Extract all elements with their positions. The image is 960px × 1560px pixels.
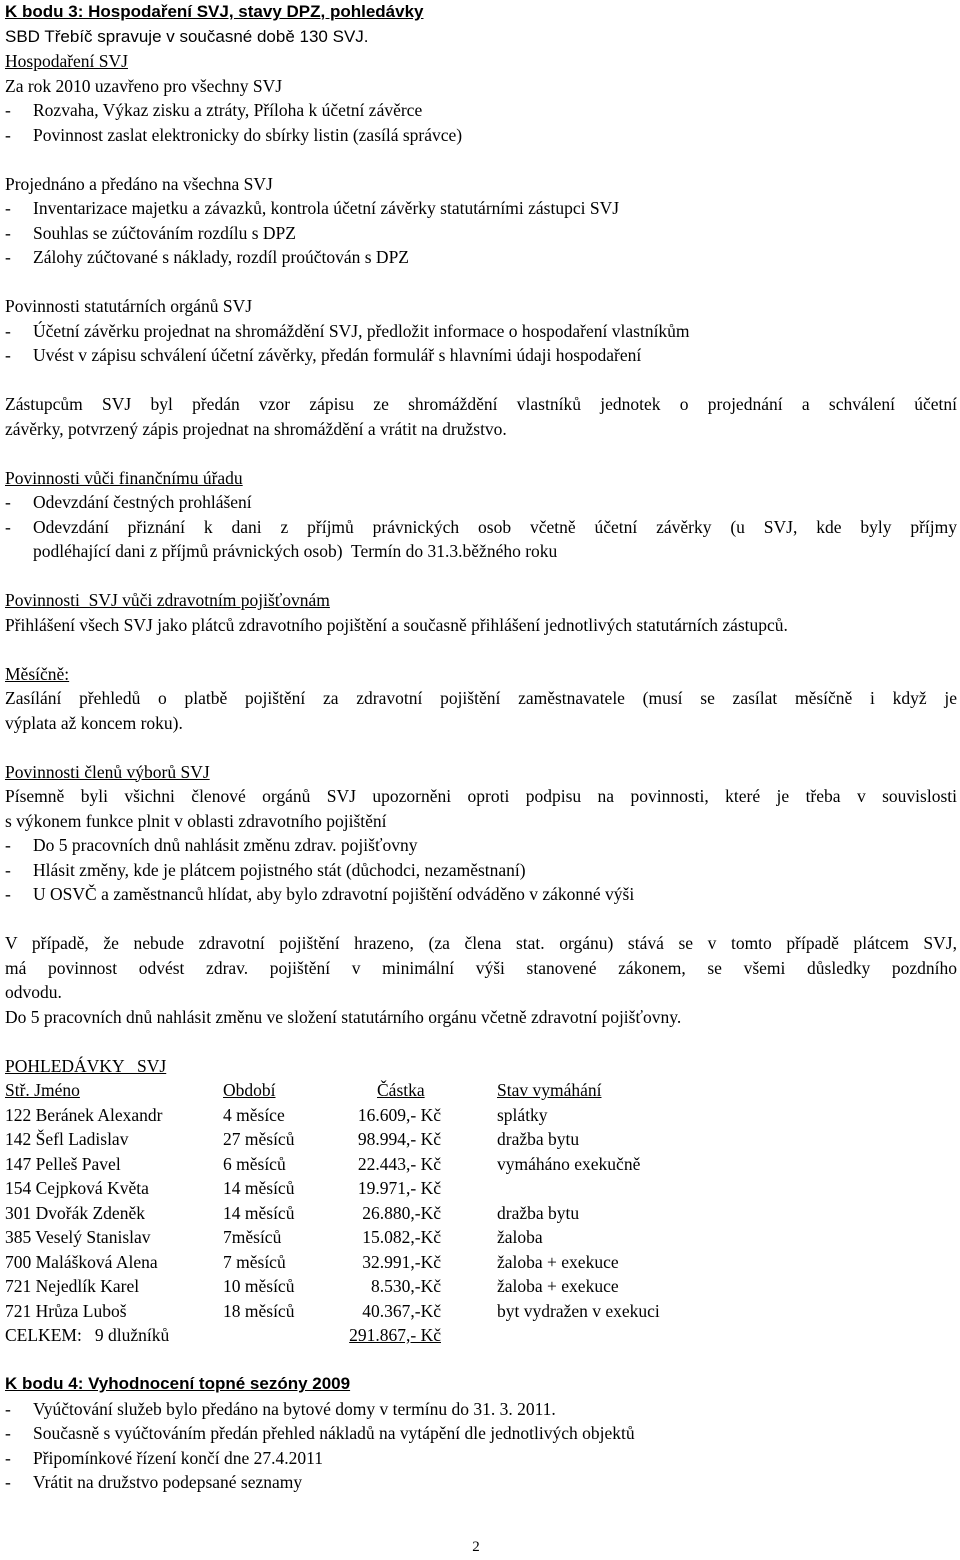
collection-status: žaloba <box>497 1227 543 1247</box>
clenu-paragraph-line: Písemně byli všichni členové orgánů SVJ upozorněni oproti podpisu na povinnosti, které je třeba v souvislosti <box>5 786 957 806</box>
document-page <box>5 0 957 1495</box>
pripad-paragraph-line: V případě, že nebude zdravotní pojištění hrazeno, (za člena stat. orgánu) stává se v tomto případě plátcem SVJ, <box>5 933 957 953</box>
total-label: CELKEM: 9 dlužníků <box>5 1325 170 1345</box>
debt-amount: 15.082,-Kč <box>362 1227 441 1247</box>
debtor-name: 142 Šefl Ladislav <box>5 1129 129 1149</box>
debt-amount: 40.367,-Kč <box>362 1300 441 1321</box>
zastupcum-paragraph-line: závěrky, potvrzený zápis projednat na shromáždění a vrátit na družstvo. <box>5 418 507 439</box>
table-row <box>5 1127 957 1152</box>
header-name: Stř. Jméno <box>5 1080 80 1100</box>
list-item: - Souhlas se zúčtováním rozdílu s DPZ <box>5 222 296 243</box>
pohledavky-title: POHLEDÁVKY SVJ <box>5 1055 167 1076</box>
table-row <box>5 1225 957 1250</box>
debt-period: 6 měsíců <box>223 1153 286 1174</box>
collection-status: žaloba + exekuce <box>497 1276 619 1296</box>
list-item: - Zálohy zúčtované s náklady, rozdíl proúčtován s DPZ <box>5 247 409 267</box>
collection-status: vymáháno exekučně <box>497 1153 641 1174</box>
list-item: - Do 5 pracovních dnů nahlásit změnu zdrav. pojišťovny <box>5 835 418 855</box>
debt-amount: 98.994,- Kč <box>357 1129 441 1149</box>
section-title-hospodareni: Hospodaření SVJ <box>5 51 128 71</box>
table-row <box>5 1103 957 1128</box>
pripad-paragraph-line: má povinnost odvést zdrav. pojištění v minimální výši stanovené zákonem, se všemi důsledky pozdního <box>5 957 957 978</box>
debt-period: 7 měsíců <box>223 1251 286 1272</box>
header-period: Období <box>223 1080 276 1100</box>
list-item: - Připomínkové řízení končí dne 27.4.2011 <box>5 1447 323 1468</box>
debt-period: 10 měsíců <box>223 1276 295 1296</box>
list-item: - Povinnost zaslat elektronicky do sbírky listin (zasílá správce) <box>5 124 463 145</box>
debtor-name: 385 Veselý Stanislav <box>5 1227 151 1247</box>
debt-period: 14 měsíců <box>223 1202 295 1223</box>
table-row <box>5 1250 957 1275</box>
list-item: - Rozvaha, Výkaz zisku a ztráty, Příloha k účetní závěrce <box>5 100 423 120</box>
debt-period: 18 měsíců <box>223 1300 295 1321</box>
list-item: - Inventarizace majetku a závazků, kontrola účetní závěrky statutárními zástupci SVJ <box>5 198 620 218</box>
table-row <box>5 1274 957 1299</box>
pripad-paragraph-line: odvodu. <box>5 982 62 1002</box>
debt-amount: 32.991,-Kč <box>362 1251 441 1272</box>
debt-period: 4 měsíce <box>223 1104 285 1125</box>
list-item: - Hlásit změny, kde je plátcem pojistného stát (důchodci, nezaměstnaní) <box>5 859 526 880</box>
collection-status: žaloba + exekuce <box>497 1251 619 1272</box>
debtor-name: 700 Malášková Alena <box>5 1251 158 1272</box>
table-row <box>5 1176 957 1201</box>
debtor-name: 301 Dvořák Zdeněk <box>5 1202 145 1223</box>
mesicne-paragraph-line: výplata až koncem roku). <box>5 712 183 733</box>
section-title-projednano: Projednáno a předáno na všechna SVJ <box>5 173 273 194</box>
pohledavky-total-row <box>5 1323 957 1348</box>
debt-amount: 8.530,-Kč <box>371 1276 441 1296</box>
debtor-name: 154 Cejpková Květa <box>5 1178 149 1198</box>
list-item: - Vrátit na družstvo podepsané seznamy <box>5 1472 303 1492</box>
collection-status: splátky <box>497 1104 548 1125</box>
list-item: - Současně s vyúčtováním předán přehled nákladů na vytápění dle jednotlivých objektů <box>5 1423 635 1443</box>
section-title-financni-urad: Povinnosti vůči finančnímu úřadu <box>5 467 243 488</box>
debt-amount: 19.971,- Kč <box>357 1178 441 1198</box>
heading-bod-4: K bodu 4: Vyhodnocení topné sezóny 2009 <box>5 1374 351 1393</box>
debt-period: 14 měsíců <box>223 1178 295 1198</box>
zdravotni-pojistovny-text: Přihlášení všech SVJ jako plátců zdravotního pojištění a současně přihlášení jednotlivých statutárních zástupců. <box>5 614 788 635</box>
list-item: - Vyúčtování služeb bylo předáno na bytové domy v termínu do 31. 3. 2011. <box>5 1398 556 1419</box>
section-title-statutarni: Povinnosti statutárních orgánů SVJ <box>5 296 253 316</box>
debtor-name: 122 Beránek Alexandr <box>5 1104 163 1125</box>
total-amount: 291.867,- Kč <box>349 1325 441 1345</box>
page-number: 2 <box>472 1539 480 1555</box>
pohledavky-header-row <box>5 1078 957 1103</box>
debt-period: 27 měsíců <box>223 1129 295 1149</box>
section-title-mesicne: Měsíčně: <box>5 663 70 684</box>
zastupcum-paragraph-line: Zástupcům SVJ byl předán vzor zápisu ze shromáždění vlastníků jednotek o projednání a schválení účetní <box>5 394 957 414</box>
collection-status: dražba bytu <box>497 1202 580 1223</box>
pripad-paragraph-line: Do 5 pracovních dnů nahlásit změnu ve složení statutárního orgánu včetně zdravotní pojišťovny. <box>5 1006 682 1027</box>
debt-amount: 22.443,- Kč <box>357 1153 441 1174</box>
clenu-paragraph-line: s výkonem funkce plnit v oblasti zdravotního pojištění <box>5 810 387 831</box>
list-item: - U OSVČ a zaměstnanců hlídat, aby bylo zdravotní pojištění odváděno v zákonné výši <box>5 884 635 904</box>
header-amount: Částka <box>377 1080 425 1100</box>
section-title-zdravotni-pojistovny: Povinnosti SVJ vůči zdravotním pojišťovnám <box>5 590 330 610</box>
table-row <box>5 1152 957 1177</box>
list-item: - Účetní závěrku projednat na shromáždění SVJ, předložit informace o hospodaření vlastníkům <box>5 320 690 341</box>
debt-amount: 16.609,- Kč <box>357 1104 441 1125</box>
list-item: - Odevzdání čestných prohlášení <box>5 492 252 512</box>
list-item: - Uvést v zápisu schválení účetní závěrky, předán formulář s hlavními údaji hospodaření <box>5 345 642 365</box>
collection-status: byt vydražen v exekuci <box>497 1300 660 1321</box>
debt-amount: 26.880,-Kč <box>362 1202 441 1223</box>
debtor-name: 147 Pelleš Pavel <box>5 1153 121 1174</box>
debt-period: 7měsíců <box>223 1227 282 1247</box>
debtor-name: 721 Nejedlík Karel <box>5 1276 140 1296</box>
section-title-clenu-vyboru: Povinnosti členů výborů SVJ <box>5 761 210 782</box>
list-item: - Odevzdání přiznání k dani z příjmů právnických osob včetně účetní závěrky (u SVJ, kde byly příjmy podléhající dani z příjmů právnických osob) Termín do 31.3.běžného roku <box>5 516 957 561</box>
header-status: Stav vymáhání <box>497 1080 602 1100</box>
collection-status: dražba bytu <box>497 1129 580 1149</box>
table-row <box>5 1299 957 1324</box>
intro-text: SBD Třebíč spravuje v současné době 130 SVJ. <box>5 26 369 46</box>
heading-bod-3: K bodu 3: Hospodaření SVJ, stavy DPZ, pohledávky <box>5 2 424 21</box>
debtor-name: 721 Hrůza Luboš <box>5 1300 127 1321</box>
mesicne-paragraph-line: Zasílání přehledů o platbě pojištění za zdravotní pojištění zaměstnavatele (musí se zasílat měsíčně i když je <box>5 688 957 708</box>
table-row <box>5 1201 957 1226</box>
hospodareni-text: Za rok 2010 uzavřeno pro všechny SVJ <box>5 75 283 96</box>
